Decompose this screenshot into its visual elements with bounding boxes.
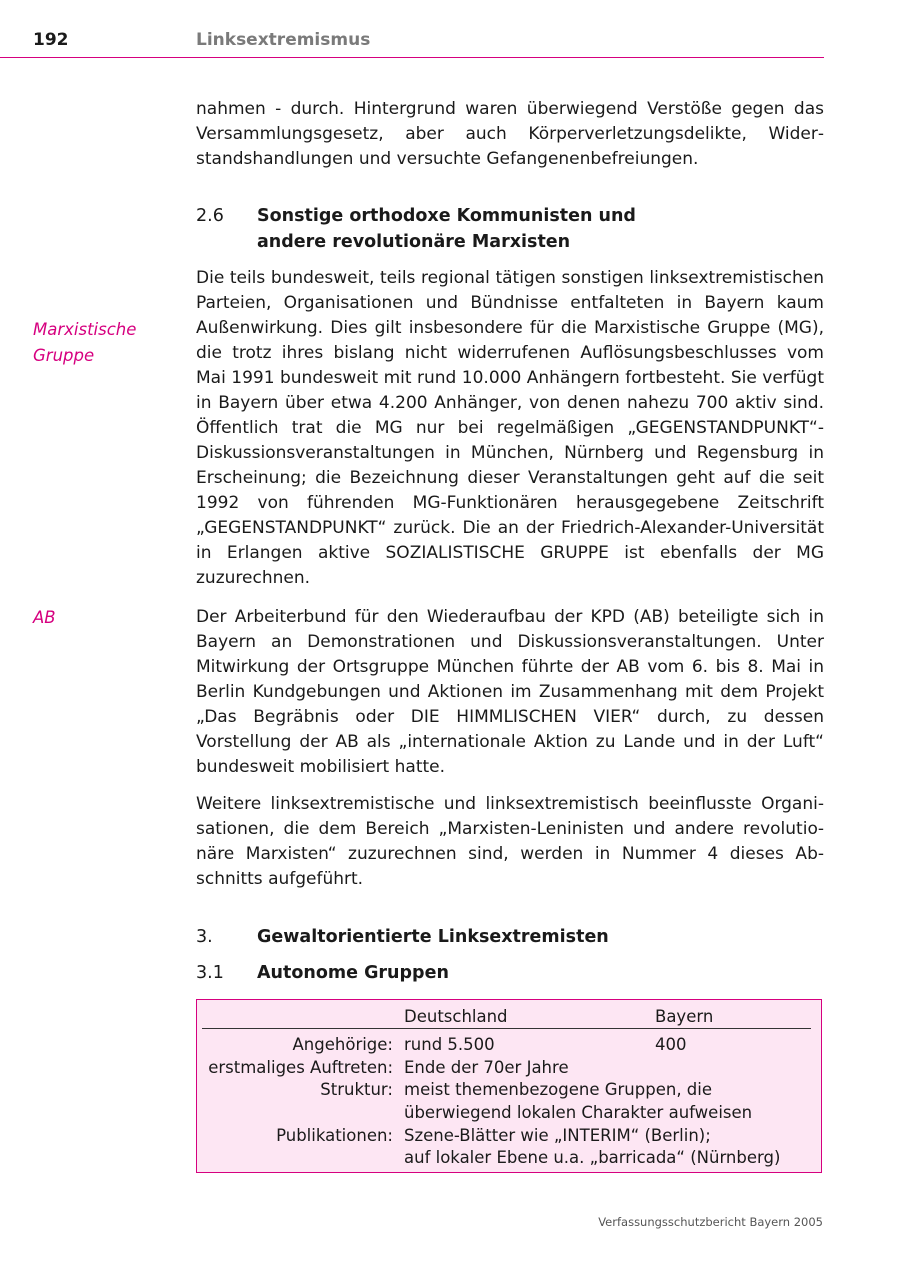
section-title-line1: Sonstige orthodoxe Kommunisten und [257,206,636,226]
structure-value-line1: meist themenbezogene Gruppen, die [404,1080,713,1099]
row-label: Struktur: [320,1080,393,1099]
paragraph-arbeiterbund: Der Arbeiterbund für den Wiederaufbau der KPD (AB) beteiligte sich in Bayern an Demonstrationen und Diskussionsveranstaltungen. Unter Mitwirkung der Ortsgruppe München führte der AB vom 6. bis 8. Mai in Berlin Kundgebungen und Aktionen im Zusammenhang mit dem Projekt „Das Begräbnis oder DIE HIMMLISCHEN VIER“ durch, zu dessen Vorstellung der AB als „internationale Aktion zu Lande und in der Luft“ bundesweit mobilisiert hatte. [196,607,824,777]
members-bavaria: 400 [655,1035,687,1054]
publications-value-line1: Szene-Blätter wie „INTERIM“ (Berlin); [404,1126,711,1145]
structure-value-line2: überwiegend lokalen Charakter aufweisen [404,1103,753,1122]
row-label: erstmaliges Auftreten: [208,1058,393,1077]
table-header-rule [202,1028,811,1029]
footer: Verfassungsschutzbericht Bayern 2005 [598,1215,823,1229]
autonome-gruppen-info-box [196,999,822,1173]
column-header-bavaria: Bayern [655,1007,714,1026]
margin-note-line: Gruppe [33,346,95,365]
paragraph-intro: nahmen - durch. Hintergrund waren überwiegend Verstöße gegen das Versammlungsgesetz, aber auch Körperverletzungsdelikte, Widerstandshandlungen und versuchte Gefangenenbefreiungen. [196,99,824,169]
section-title: Autonome Gruppen [257,963,449,983]
margin-note-line: Marxistische [33,320,137,339]
page-number: 192 [33,30,69,50]
members-germany: rund 5.500 [404,1035,495,1054]
section-number: 3. [196,927,213,947]
paragraph-further-organisations: Weitere linksextremistische und linksextremistisch beeinflusste Organisationen, die dem Bereich „Marxisten-Leninisten und andere revolutionäre Marxisten“ zuzurechnen sind, werden in Nummer 4 dieses Abschnitts aufgeführt. [196,794,824,889]
margin-note-ab: AB [33,608,56,627]
section-number: 2.6 [196,206,224,226]
first-appearance-value: Ende der 70er Jahre [404,1058,569,1077]
section-number: 3.1 [196,963,224,983]
margin-note-mg [33,317,183,369]
row-label: Angehörige: [292,1035,393,1054]
publications-value-line2: auf lokaler Ebene u.a. „barricada“ (Nürnberg) [404,1148,781,1167]
section-title-line2: andere revolutionäre Marxisten [257,232,571,252]
column-header-germany: Deutschland [404,1007,508,1026]
header-rule [0,57,824,58]
running-head: Linksextremismus [196,30,371,50]
paragraph-marxistische-gruppe: Die teils bundesweit, teils regional tätigen sonstigen linksextremistischen Parteien, Organisationen und Bündnisse entfalteten in Bayern kaum Außenwirkung. Dies gilt insbesondere für die Marxistische Gruppe (MG), die trotz ihres bislang nicht widerrufenen Auflösungsbeschlusses vom Mai 1991 bundesweit mit rund 10.000 Anhängern fortbesteht. Sie verfügt in Bayern über etwa 4.200 Anhänger, von denen nahezu 700 aktiv sind. Öffentlich trat die MG nur bei regelmäßigen „GEGENSTANDPUNKT“-Diskussionsveranstaltungen in München, Nürnberg und Regensburg in Erscheinung; die Bezeichnung dieser Veranstaltungen geht auf die seit 1992 von führenden MG-Funktionären herausgegebene Zeitschrift „GEGENSTANDPUNKT“ zurück. Die an der Friedrich-Alexander-Universität in Erlangen aktive SOZIALISTISCHE GRUPPE ist ebenfalls der MG zuzurechnen. [196,268,824,588]
row-label: Publikationen: [276,1126,393,1145]
section-title: Gewaltorientierte Linksextremisten [257,927,609,947]
